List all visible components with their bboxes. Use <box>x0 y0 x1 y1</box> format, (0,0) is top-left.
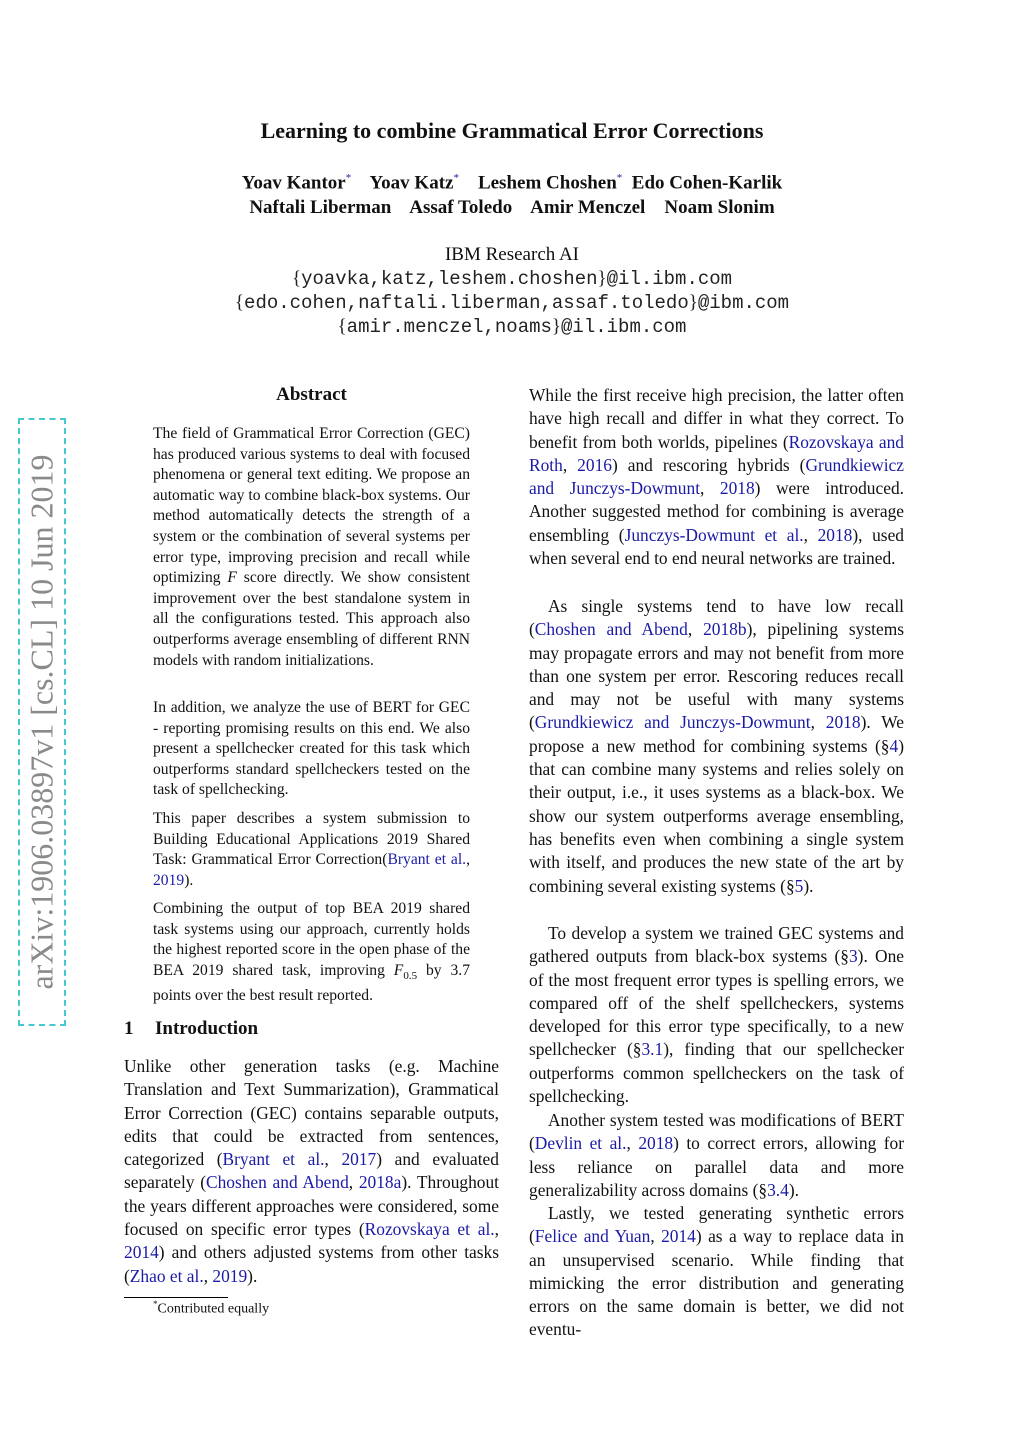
citation-link[interactable]: 2018b <box>703 619 747 640</box>
abstract-paragraph: In addition, we analyze the use of BERT for GEC - reporting promising results on this end. We also present a spellchecker created for this task which outperforms standard spellcheckers tested on the task of spellchecking. <box>153 699 470 799</box>
citation-link[interactable]: 2018 <box>638 1133 674 1154</box>
citation-link[interactable]: 2018 <box>719 478 755 499</box>
body-paragraph: Lastly, we tested generating synthetic errors (Felice and Yuan, 2014) as a way to replace data in an unsupervised scenario. While finding that mimicking the error distribution and generating errors on the same domain is better, we did not eventu- <box>529 1203 904 1340</box>
author-name: Assaf Toledo <box>409 197 513 218</box>
citation-link[interactable]: Junczys-Dowmunt et al. <box>624 524 804 545</box>
citation-link[interactable]: 2018a <box>358 1172 402 1193</box>
author-line-2 <box>0 197 1024 219</box>
author-name: Noam Slonim <box>664 197 775 218</box>
section-reference-link[interactable]: 3.4 <box>767 1179 789 1200</box>
equal-contribution-mark: * <box>345 172 352 184</box>
paper-title: Learning to combine Grammatical Error Corrections <box>260 118 764 143</box>
author-name: Leshem Choshen <box>477 172 617 194</box>
equal-contribution-mark: * <box>453 172 459 184</box>
abstract-heading: Abstract <box>276 384 347 405</box>
citation-link[interactable]: Grundkiewicz and Junczys-Dowmunt <box>534 712 811 733</box>
arxiv-stamp[interactable] <box>18 418 66 1026</box>
citation-link[interactable]: 2018 <box>825 712 861 733</box>
section-reference-link[interactable]: 3.1 <box>641 1039 664 1060</box>
citation-link[interactable]: 2019 <box>212 1265 248 1286</box>
footnote: *Contributed equally <box>153 1299 270 1317</box>
citation-link[interactable]: Bryant et al. <box>222 1149 325 1170</box>
citation-link[interactable]: 2016 <box>577 454 612 475</box>
abstract-paragraph: Combining the output of top BEA 2019 shared task systems using our approach, currently holds the highest reported score in the open phase of the BEA 2019 shared task, improving $F_{0.5}$ by 3.7 points over the best result reported. <box>153 900 471 1005</box>
citation-link[interactable]: Grundkiewicz and Junczys-Dowmunt <box>529 454 904 499</box>
citation-link[interactable]: 2019 <box>153 871 185 889</box>
body-paragraph: Another system tested was modifications of BERT (Devlin et al., 2018) to correct errors, allowing for less reliance on parallel data and more generalizability across domains (§3.4). <box>529 1110 904 1200</box>
citation-link[interactable]: Choshen and Abend <box>534 619 688 640</box>
section-reference-link[interactable]: 5 <box>794 875 804 896</box>
body-paragraph: To develop a system we trained GEC systems and gathered outputs from black-box systems (§3). One of the most frequent error types is spelling errors, we compared off of the shelf spellcheckers, systems developed for this error type specifically, to a new spellchecker (§3.1), finding that our spellchecker outperforms common spellcheckers on the task of spellchecking. <box>529 923 904 1107</box>
citation-link[interactable]: 2017 <box>341 1149 377 1170</box>
body-paragraph: As single systems tend to have low recall (Choshen and Abend, 2018b), pipelining systems may propagate errors and may not benefit from more than one system per error. Rescoring reduces recall and may not be useful with many systems (Grundkiewicz and Junczys-Dowmunt, 2018). We propose a new method for combining systems (§4) that can combine many systems and relies solely on their output, i.e., it uses systems as a black-box. We show our system outperforms average ensembling, has benefits even when combining a single system with itself, and produces the new state of the art by combining several existing systems (§5). <box>529 596 904 896</box>
citation-link[interactable]: Zhao et al. <box>129 1265 204 1286</box>
intro-paragraph: Unlike other generation tasks (e.g. Machine Translation and Text Summarization), Grammatical Error Correction (GEC) contains separable outputs, edits that could be extracted from sentences, categorized (Bryant et al., 2017) and evaluated separately (Choshen and Abend, 2018a). Throughout the years different approaches were considered, some focused on specific error types (Rozovskaya et al., 2014) and others adjusted systems from other tasks (Zhao et al., 2019). <box>124 1056 499 1286</box>
abstract-paragraph: The field of Grammatical Error Correction (GEC) has produced various systems to deal with focused phenomena or general text editing. We propose an automatic way to combine black-box systems. Our method automatically detects the strength of a system or the combination of several systems per error type, improving precision and recall while optimizing F score directly. We show consistent improvement over the best standalone system in all the configurations tested. This approach also outperforms average ensembling of different RNN models with random initializations. <box>153 425 470 669</box>
email-line: {amir.menczel,noams}@il.ibm.com <box>337 316 687 338</box>
citation-link[interactable]: 2014 <box>124 1242 159 1263</box>
citation-link[interactable]: Bryant et al. <box>387 851 467 869</box>
citation-link[interactable]: Devlin et al. <box>534 1133 627 1154</box>
author-name: Yoav Kantor <box>241 172 346 194</box>
section-reference-link[interactable]: 3 <box>848 946 858 967</box>
author-name: Naftali Liberman <box>249 197 392 218</box>
section-reference-link[interactable]: 4 <box>889 735 899 756</box>
section-heading: 1 Introduction <box>124 1018 259 1039</box>
citation-link[interactable]: 2018 <box>817 524 853 545</box>
citation-link[interactable]: 2014 <box>661 1226 696 1247</box>
arxiv-identifier: arXiv:1906.03897v1 [cs.CL] 10 Jun 2019 <box>23 454 60 990</box>
author-name: Yoav Katz <box>369 172 454 194</box>
author-line-1 <box>0 172 1024 194</box>
email-line: {edo.cohen,naftali.liberman,assaf.toledo}@ibm.com <box>234 292 790 314</box>
citation-link[interactable]: Rozovskaya and Roth <box>529 431 904 475</box>
equal-contribution-mark: * <box>616 172 623 184</box>
footnote-rule <box>124 1297 228 1298</box>
author-name: Edo Cohen-Karlik <box>631 172 783 194</box>
citation-link[interactable]: Rozovskaya et al. <box>364 1219 495 1240</box>
email-line: {yoavka,katz,leshem.choshen}@il.ibm.com <box>291 268 733 290</box>
citation-link[interactable]: Felice and Yuan <box>534 1226 651 1247</box>
abstract-paragraph: This paper describes a system submission to Building Educational Applications 2019 Shared Task: Grammatical Error Correction(Bryant et al., 2019). <box>153 810 470 889</box>
body-paragraph: While the first receive high precision, the latter often have high recall and differ in what they correct. To benefit from both worlds, pipelines (Rozovskaya and Roth, 2016) and rescoring hybrids (Grundkiewicz and Junczys-Dowmunt, 2018) were introduced. Another suggested method for combining is average ensembling (Junczys-Dowmunt et al., 2018), used when several end to end neural networks are trained. <box>529 385 904 569</box>
affiliation: IBM Research AI <box>444 244 580 265</box>
citation-link[interactable]: Choshen and Abend <box>205 1172 349 1193</box>
author-name: Amir Menczel <box>530 197 646 218</box>
